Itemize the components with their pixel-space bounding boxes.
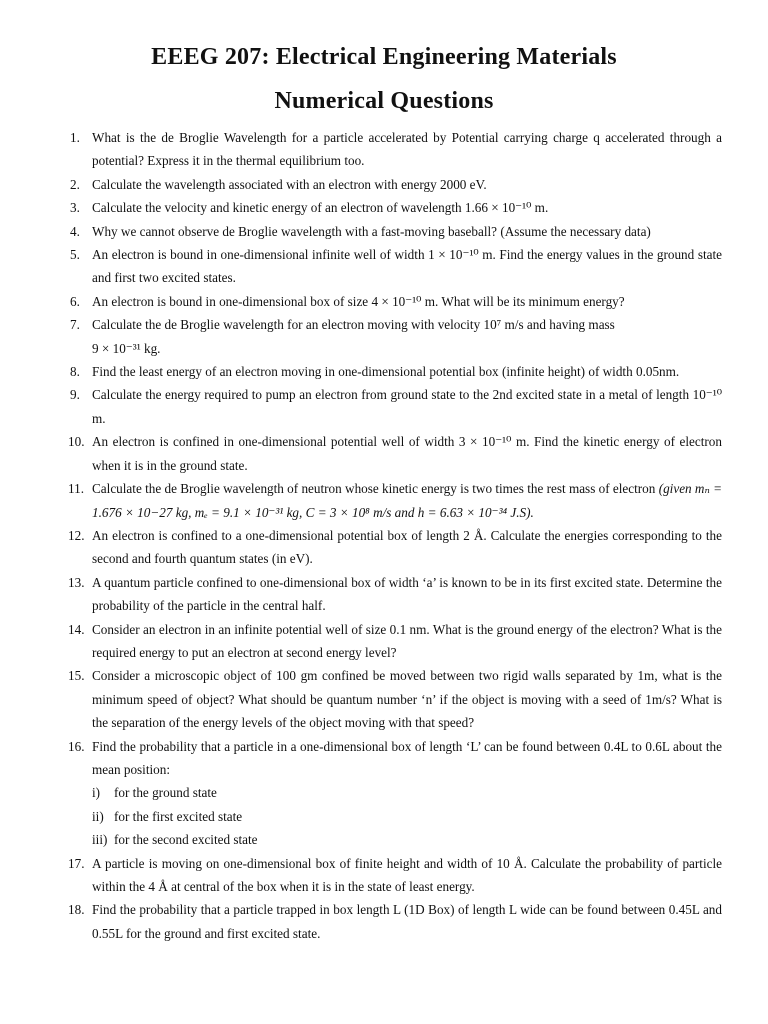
question-text: Why we cannot observe de Broglie wavelength with a fast-moving baseball? (Assume the necessary data): [92, 223, 651, 239]
question-item: [70, 383, 722, 430]
sub-question-item: [92, 781, 722, 804]
question-item: [70, 196, 722, 219]
question-number: 9.: [70, 387, 80, 403]
question-text: An electron is bound in one-dimensional box of size 4 × 10⁻¹⁰ m. What will be its minimum energy?: [92, 293, 625, 309]
question-text: An electron is confined in one-dimensional potential well of width 3 × 10⁻¹⁰ m. Find the kinetic energy of electron when it is in the ground state.: [92, 434, 722, 473]
course-title: EEEG 207: Electrical Engineering Materials: [151, 44, 617, 70]
question-number: 7.: [70, 317, 80, 333]
sub-question-number: i): [92, 785, 101, 801]
question-text: A quantum particle confined to one-dimensional box of width ‘a’ is known to be in its first excited state. Determine the probability of the particle in the central half.: [92, 574, 722, 614]
question-text: Calculate the wavelength associated with an electron with energy 2000 eV.: [92, 176, 487, 192]
question-number: 4.: [70, 223, 80, 239]
question-item: [70, 852, 722, 899]
question-number: 15.: [68, 668, 85, 684]
question-text: Consider a microscopic object of 100 gm confined be moved between two rigid walls separated by 1m, what is the minimum speed of object? What should be quantum number ‘n’ if the object is moving with a seed of 1m/s? What is the separation of the energy levels of the object moving with that speed?: [92, 668, 722, 731]
question-item: [70, 220, 722, 243]
question-text: Find the probability that a particle in a one-dimensional box of length ‘L’ can be found between 0.4L to 0.6L about the mean position:: [92, 738, 722, 777]
question-text: Calculate the de Broglie wavelength for an electron moving with velocity 10⁷ m/s and having mass: [92, 317, 615, 333]
question-number: 14.: [68, 621, 85, 637]
sub-question-text: for the ground state: [114, 785, 217, 801]
question-text: Find the least energy of an electron moving in one-dimensional potential box (infinite height) of width 0.05nm.: [92, 364, 680, 380]
question-number: 1.: [70, 130, 80, 145]
question-number: 6.: [70, 293, 80, 309]
page-subtitle: Numerical Questions: [274, 88, 494, 114]
sub-question-text: for the second excited state: [114, 832, 258, 848]
question-item: [70, 898, 722, 945]
question-item: [70, 664, 722, 734]
question-text: Consider an electron in an infinite potential well of size 0.1 nm. What is the ground energy of the electron? What is the required energy to put an electron at second energy level?: [92, 621, 722, 660]
question-text: Calculate the energy required to pump an electron from ground state to the 2nd excited state in a metal of length 10⁻¹⁰ m.: [92, 387, 722, 426]
question-text: A particle is moving on one-dimensional box of finite height and width of 10 Å. Calculate the probability of particle within the 4 Å at central of the box when it is in the state of least energy.: [92, 855, 722, 894]
question-text: What is the de Broglie Wavelength for a particle accelerated by Potential carrying charge q accelerated through a potential? Express it in the thermal equilibrium too.: [92, 130, 722, 169]
question-item: [70, 571, 722, 618]
question-text: An electron is bound in one-dimensional infinite well of width 1 × 10⁻¹⁰ m. Find the energy values in the ground state and first two excited states.: [92, 247, 722, 286]
question-number: 11.: [68, 481, 84, 497]
sub-question-list: [92, 781, 722, 851]
question-item: [70, 524, 722, 571]
question-number: 8.: [70, 364, 80, 380]
question-number: 18.: [68, 902, 85, 918]
sub-question-item: [92, 828, 722, 851]
question-number: 13.: [68, 574, 85, 590]
question-item: [70, 477, 722, 524]
question-text-continuation: 9 × 10⁻³¹ kg.: [92, 340, 161, 356]
question-item: [70, 243, 722, 290]
question-item: [70, 173, 722, 196]
question-number: 16.: [68, 738, 85, 754]
question-item: [70, 618, 722, 665]
question-item: [70, 290, 722, 313]
sub-question-text: for the first excited state: [114, 808, 243, 824]
question-number: 3.: [70, 200, 80, 216]
question-text: Calculate the velocity and kinetic energy of an electron of wavelength 1.66 × 10⁻¹⁰ m.: [92, 200, 549, 216]
question-list: [70, 126, 722, 945]
sub-question-item: [92, 805, 722, 828]
question-number: 2.: [70, 176, 80, 192]
question-item: [70, 126, 722, 173]
question-number: 5.: [70, 247, 80, 263]
sub-question-number: iii): [92, 832, 108, 848]
question-item: [70, 313, 722, 360]
question-text: Find the probability that a particle trapped in box length L (1D Box) of length L wide can be found between 0.45L and 0.55L for the ground and first excited state.: [92, 902, 722, 941]
question-item: [70, 430, 722, 477]
question-item: [70, 735, 722, 852]
sub-question-number: ii): [92, 808, 104, 824]
question-number: 17.: [68, 855, 85, 871]
question-text: An electron is confined to a one-dimensional potential box of length 2 Å. Calculate the energies corresponding to the second and fourth quantum states (in eV).: [92, 527, 722, 567]
question-number: 12.: [68, 527, 85, 543]
question-item: [70, 360, 722, 383]
question-given-values: (given mₙ = 1.676 × 10−27 kg, mₑ = 9.1 × 10⁻³¹ kg, C = 3 × 10⁸ m/s and h = 6.63 × 10⁻³⁴ J.S).: [92, 481, 722, 520]
question-number: 10.: [68, 434, 85, 450]
question-text: Calculate the de Broglie wavelength of neutron whose kinetic energy is two times the rest mass of electron: [92, 481, 656, 497]
